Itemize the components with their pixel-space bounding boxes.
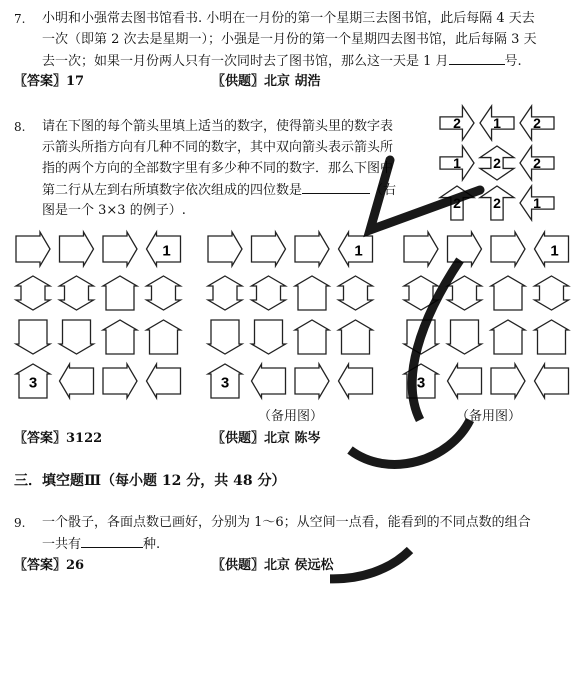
arrow-digit: 1 <box>533 195 541 211</box>
grid-arrow <box>252 320 286 354</box>
grid-arrow <box>491 364 525 398</box>
q7-text-line3-a: 去一次；如果一月份两人只有一次同时去了图书馆，那么这一天是 1 月 <box>42 54 449 69</box>
grid-arrow <box>535 276 569 310</box>
q7-text-line1: 小明和小强常去图书馆看书. 小明在一月份的第一个星期三去图书馆，此后每隔 4 天去 <box>42 11 535 26</box>
grid-arrow <box>448 276 482 310</box>
arrow-digit: 2 <box>493 195 501 211</box>
grid-arrow <box>60 232 94 266</box>
q8-provider: 〖供题〗北京 陈岑 <box>212 431 321 446</box>
q9-answer: 〖答案〗26 <box>14 558 85 573</box>
q9-text-line1: 一个骰子，各面点数已画好，分别为 1～6；从空间一点看，能看到的不同点数的组合 <box>42 515 531 530</box>
grid-arrow <box>16 232 50 266</box>
section-3-title: 三．填空题Ⅲ（每小题 12 分，共 48 分） <box>14 473 286 489</box>
grid-arrow <box>295 232 329 266</box>
q7-number: 7. <box>14 12 26 26</box>
q8-text-line4-a: 第二行从左到右所填数字依次组成的四位数是 <box>42 183 303 198</box>
arrow-digit: 2 <box>533 115 541 131</box>
grid-arrow <box>103 232 137 266</box>
arrow-grid-spare-2 <box>404 232 569 398</box>
arrow-digit: 3 <box>416 374 426 392</box>
grid-arrow <box>208 276 242 310</box>
grid-arrow <box>448 232 482 266</box>
grid-arrow <box>103 364 137 398</box>
grid-arrow <box>208 232 242 266</box>
grid-arrow <box>60 364 94 398</box>
q9-provider: 〖供题〗北京 侯远松 <box>212 558 334 573</box>
arrow-digit: 2 <box>533 155 541 171</box>
grid-arrow <box>252 232 286 266</box>
q8-answer: 〖答案〗3122 <box>14 431 103 446</box>
q7-answer: 〖答案〗17 <box>14 74 85 89</box>
grid-arrow <box>16 276 50 310</box>
grid-arrow <box>491 276 525 310</box>
arrow-digit: 1 <box>453 155 461 171</box>
grid-arrow <box>252 364 286 398</box>
grid-arrow <box>339 320 373 354</box>
grid-arrow <box>295 320 329 354</box>
q9-text-line2-a: 一共有 <box>42 537 82 552</box>
q8-text-line3: 指的两个方向的全部数字里有多少种不同的数字．那么下图中 <box>42 161 394 176</box>
grid-arrow <box>448 320 482 354</box>
grid-arrow <box>60 320 94 354</box>
grid-arrow <box>491 232 525 266</box>
arrow-digit: 1 <box>162 242 171 260</box>
q7-provider: 〖供题〗北京 胡浩 <box>212 74 321 89</box>
q8-text-line5: 图是一个 3×3 的例子）. <box>42 203 186 218</box>
grid-arrow <box>147 364 181 398</box>
q8-text-line4-b: （右 <box>370 183 397 198</box>
grid-arrow <box>404 232 438 266</box>
spare-figure-label-1: （备用图） <box>258 409 324 424</box>
grid-arrow <box>295 364 329 398</box>
q9-number: 9. <box>14 516 26 530</box>
arrow-digit: 1 <box>354 242 363 260</box>
grid-arrow <box>16 320 50 354</box>
arrow-digit: 1 <box>493 115 501 131</box>
grid-arrow <box>295 276 329 310</box>
arrow-grid-spare-1 <box>208 232 373 398</box>
q9-text-line2-b: 种. <box>143 537 161 552</box>
example-3x3-grid <box>440 106 554 220</box>
q7-text-line3-b: 号. <box>504 54 522 69</box>
q9-text-line2 <box>42 535 160 554</box>
grid-arrow <box>339 364 373 398</box>
grid-arrow <box>339 276 373 310</box>
grid-arrow <box>103 320 137 354</box>
arrow-digit: 3 <box>220 374 230 392</box>
arrow-digit: 2 <box>453 195 461 211</box>
grid-arrow <box>252 276 286 310</box>
q8-number: 8. <box>14 120 26 134</box>
q9-answer-blank <box>81 535 143 548</box>
grid-arrow <box>491 320 525 354</box>
grid-arrow <box>535 364 569 398</box>
grid-arrow <box>147 320 181 354</box>
arrow-grid-main <box>16 232 181 398</box>
q8-text-line2: 示箭头所指方向有几种不同的数字，其中双向箭头表示箭头所 <box>42 140 394 155</box>
grid-arrow <box>535 320 569 354</box>
grid-arrow <box>448 364 482 398</box>
arrow-digit: 1 <box>550 242 559 260</box>
arrow-digit: 3 <box>28 374 38 392</box>
q8-text-line1: 请在下图的每个箭头里填上适当的数字，使得箭头里的数字表 <box>42 119 394 134</box>
grid-arrow <box>404 320 438 354</box>
grid-arrow <box>208 320 242 354</box>
spare-figure-label-2: （备用图） <box>456 409 522 424</box>
grid-arrow <box>60 276 94 310</box>
q7-text-line2: 一次（即第 2 次去是星期一）；小强是一月份的第一个星期四去图书馆，此后每隔 3 天 <box>42 32 537 47</box>
arrow-digit: 2 <box>493 155 501 171</box>
grid-arrow <box>147 276 181 310</box>
grid-arrow <box>404 276 438 310</box>
grid-arrow <box>103 276 137 310</box>
arrow-digit: 2 <box>453 115 461 131</box>
